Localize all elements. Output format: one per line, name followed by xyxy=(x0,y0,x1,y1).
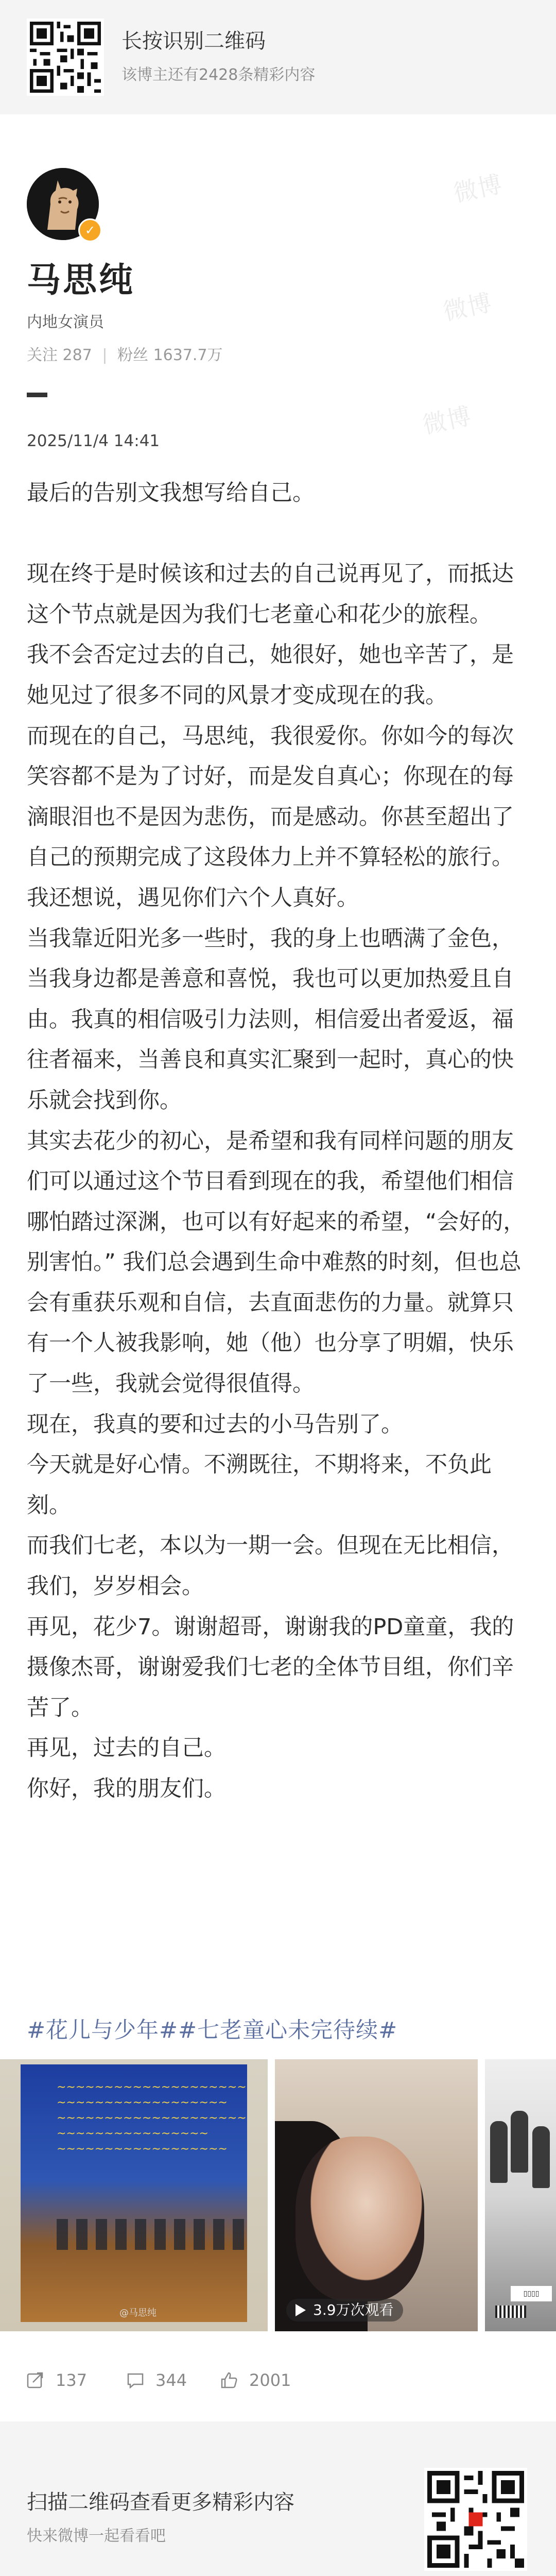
profile-role: 内地女演员 xyxy=(27,313,104,331)
post-hashtags[interactable]: #花儿与少年##七老童心未完待续# xyxy=(27,2018,398,2043)
poster-artwork xyxy=(21,2064,247,2322)
video-view-count xyxy=(286,2299,403,2321)
comment-icon xyxy=(127,2372,144,2388)
group-figure xyxy=(532,2126,550,2188)
like-count: 2001 xyxy=(249,2370,291,2390)
verified-badge-icon: ✓ xyxy=(78,218,102,242)
repost-count: 137 xyxy=(56,2370,88,2390)
video-subject-face xyxy=(296,2137,424,2301)
group-figure xyxy=(511,2111,528,2173)
video-views-label: 3.9万次观看 xyxy=(313,2301,394,2318)
weibo-watermark: 微博 xyxy=(420,401,475,439)
post-image-poster[interactable] xyxy=(0,2059,268,2331)
post-video-thumbnail[interactable] xyxy=(275,2059,478,2331)
stats-divider: | xyxy=(102,346,108,364)
thumbs-up-icon xyxy=(220,2372,238,2388)
bottom-qr-code-icon[interactable] xyxy=(424,2468,527,2571)
section-divider xyxy=(27,393,47,397)
top-qr-code-icon[interactable] xyxy=(27,19,104,96)
weibo-watermark: 微博 xyxy=(451,170,506,208)
weibo-watermark: 微博 xyxy=(441,288,495,326)
post-body: 最后的告别文我想写给自己。 现在终于是时候该和过去的自己说再见了，而抵达这个节点就是因为我们七老童心和花少的旅程。 我不会否定过去的自己，她很好，她也辛苦了，是她见过了很多不同的风景才变成现在的我。 而现在的自己，马思纯，我很爱你。你如今的每次笑容都不是为了讨好，而是发自真心；你现在的每滴眼泪也不是因为悲伤，而是感动。你甚至超出了自己的预期完成了这段体力上并不算轻松的旅行。 我还想说，遇见你们六个人真好。 当我靠近阳光多一些时，我的身上也晒满了金色，当我身边都是善意和喜悦，我也可以更加热爱且自由。我真的相信吸引力法则，相信爱出者爱返，福往者福来，当善良和真实汇聚到一起时，真心的快乐就会找到你。 其实去花少的初心，是希望和我有同样问题的朋友们可以通过这个节目看到现在的我，希望他们相信哪怕踏过深渊，也可以有好起来的希望，“会好的，别害怕。” 我们总会遇到生命中难熬的时刻，但也总会有重获乐观和自信，去直面悲伤的力量。就算只有一个人被我影响，她（他）也分享了明媚，快乐了一些，我就会觉得很值得。 现在，我真的要和过去的小马告别了。 今天就是好心情。不溯既往，不期将来，不负此刻。 而我们七老，本以为一期一会。但现在无比相信，我们，岁岁相会。 再见，花少7。谢谢超哥，谢谢我的PD童童，我的摄像杰哥，谢谢爱我们七老的全体节目组，你们辛苦了。 再见，过去的自己。 你好，我的朋友们。 xyxy=(27,480,526,1802)
poster-handwriting: ~~~~~~~~~~~~~~~~~~~~ ~~~~~~~~~~~~~~~~~~ ~~~~~~~~~~~~~~~~~~~~ ~~~~~~~~~~~~~~~~ ~~~~~~~~~~~~~~~~~~ xyxy=(57,2081,247,2156)
profile-stats xyxy=(27,342,223,365)
follow-label: 关注 xyxy=(27,346,58,364)
post-date: 2025/11/4 14:41 xyxy=(27,432,160,450)
group-figure xyxy=(490,2121,508,2183)
image-credit: @马思纯 xyxy=(119,2308,157,2318)
bottom-banner-subtitle: 快来微博一起看看吧 xyxy=(27,2527,166,2545)
fans-label: 粉丝 xyxy=(117,346,149,364)
group-image-barcode xyxy=(495,2306,526,2318)
repost-button[interactable] xyxy=(27,2365,114,2396)
top-banner-title: 长按识别二维码 xyxy=(121,29,266,53)
fans-count: 1637.7万 xyxy=(153,346,223,364)
profile-name[interactable]: 马思纯 xyxy=(27,260,135,300)
bottom-banner-title: 扫描二维码查看更多精彩内容 xyxy=(27,2490,294,2514)
poster-figures xyxy=(57,2219,252,2250)
group-image-tag: ▯▯▯▯ xyxy=(511,2286,552,2301)
like-button[interactable] xyxy=(220,2365,308,2396)
comment-count: 344 xyxy=(155,2370,187,2390)
follow-count: 287 xyxy=(62,346,92,364)
post-image-group[interactable] xyxy=(485,2059,556,2331)
top-banner-subtitle: 该博主还有2428条精彩内容 xyxy=(121,66,316,84)
comment-button[interactable] xyxy=(127,2365,214,2396)
repost-icon xyxy=(27,2372,44,2388)
play-icon xyxy=(296,2304,306,2316)
